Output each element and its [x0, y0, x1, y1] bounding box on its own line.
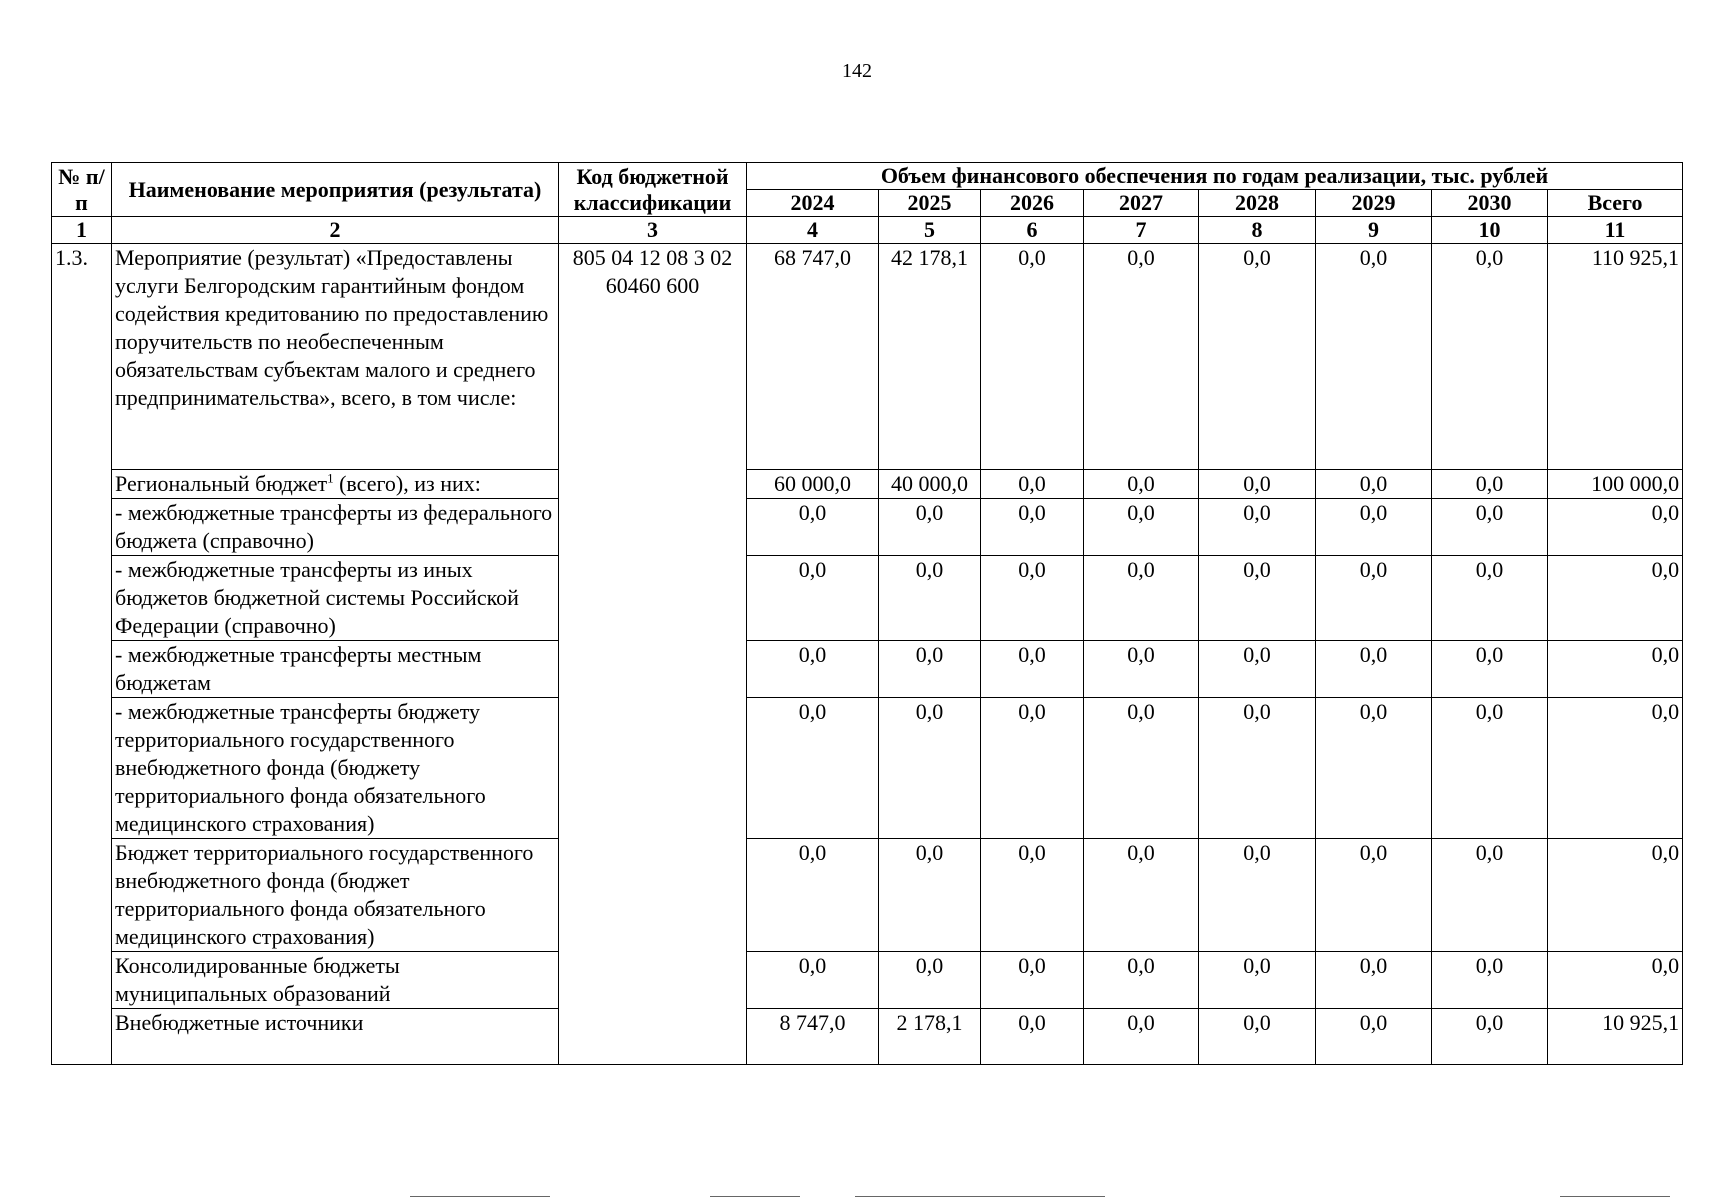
total-cell: 0,0 [1548, 839, 1683, 952]
column-number: 4 [747, 217, 879, 244]
value-cell: 0,0 [879, 499, 981, 556]
row-name-text: (всего), из них: [333, 471, 481, 496]
value-cell: 0,0 [1084, 839, 1199, 952]
value-cell: 0,0 [1084, 1009, 1199, 1065]
table-row [52, 499, 1683, 556]
column-number: 3 [559, 217, 747, 244]
total-cell: 0,0 [1548, 698, 1683, 839]
total-cell: 0,0 [1548, 641, 1683, 698]
value-cell: 0,0 [1316, 641, 1432, 698]
value-cell: 0,0 [1199, 839, 1316, 952]
value-cell: 0,0 [1084, 641, 1199, 698]
item-number: 1.3. [52, 244, 112, 1065]
value-cell: 0,0 [1316, 499, 1432, 556]
value-cell: 60 000,0 [747, 470, 879, 499]
value-cell: 0,0 [981, 470, 1084, 499]
page-number: 142 [842, 60, 872, 82]
header-row-1 [52, 163, 1683, 190]
header-year: 2025 [879, 190, 981, 217]
value-cell: 0,0 [1432, 641, 1548, 698]
row-name: Бюджет территориального государственного внебюджетного фонда (бюджет территориального фонда обязательного медицинского страхования) [112, 839, 559, 952]
value-cell: 8 747,0 [747, 1009, 879, 1065]
value-cell: 0,0 [1316, 952, 1432, 1009]
column-number: 2 [112, 217, 559, 244]
header-year: 2030 [1432, 190, 1548, 217]
value-cell: 0,0 [747, 952, 879, 1009]
scan-artifact-line [1560, 1196, 1670, 1197]
value-cell: 0,0 [1432, 556, 1548, 641]
value-cell: 0,0 [981, 698, 1084, 839]
header-year: 2028 [1199, 190, 1316, 217]
row-name-text: Региональный бюджет [115, 471, 328, 496]
scan-artifact-line [855, 1196, 1105, 1197]
total-cell: 110 925,1 [1548, 244, 1683, 470]
value-cell: 0,0 [981, 839, 1084, 952]
row-name: - межбюджетные трансферты из иных бюджетов бюджетной системы Российской Федерации (справочно) [112, 556, 559, 641]
budget-code: 805 04 12 08 3 02 60460 600 [559, 244, 747, 1065]
value-cell: 0,0 [1084, 698, 1199, 839]
value-cell: 0,0 [1316, 698, 1432, 839]
row-name [112, 470, 559, 499]
column-number: 5 [879, 217, 981, 244]
header-year: 2027 [1084, 190, 1199, 217]
value-cell: 0,0 [981, 952, 1084, 1009]
row-name: - межбюджетные трансферты бюджету территориального государственного внебюджетного фонда (бюджету территориального фонда обязательного медицинского страхования) [112, 698, 559, 839]
value-cell: 0,0 [879, 556, 981, 641]
table-row [52, 244, 1683, 470]
value-cell: 0,0 [1432, 698, 1548, 839]
table-row [52, 952, 1683, 1009]
value-cell: 0,0 [1316, 470, 1432, 499]
value-cell: 0,0 [747, 839, 879, 952]
value-cell: 0,0 [1084, 470, 1199, 499]
value-cell: 0,0 [1316, 1009, 1432, 1065]
value-cell: 0,0 [1084, 499, 1199, 556]
value-cell: 2 178,1 [879, 1009, 981, 1065]
column-number: 6 [981, 217, 1084, 244]
scan-artifact-line [710, 1196, 800, 1197]
value-cell: 0,0 [1084, 244, 1199, 470]
value-cell: 0,0 [879, 952, 981, 1009]
value-cell: 0,0 [879, 698, 981, 839]
value-cell: 0,0 [1316, 839, 1432, 952]
column-number: 1 [52, 217, 112, 244]
header-code: Код бюджетной классификации [559, 163, 747, 217]
value-cell: 0,0 [879, 839, 981, 952]
total-cell: 0,0 [1548, 499, 1683, 556]
header-year: 2026 [981, 190, 1084, 217]
header-total: Всего [1548, 190, 1683, 217]
value-cell: 0,0 [1432, 1009, 1548, 1065]
value-cell: 0,0 [1432, 499, 1548, 556]
value-cell: 0,0 [1199, 244, 1316, 470]
value-cell: 0,0 [981, 499, 1084, 556]
value-cell: 0,0 [1199, 470, 1316, 499]
value-cell: 42 178,1 [879, 244, 981, 470]
value-cell: 0,0 [1084, 556, 1199, 641]
value-cell: 0,0 [1084, 952, 1199, 1009]
row-name: Консолидированные бюджеты муниципальных образований [112, 952, 559, 1009]
table-row [52, 641, 1683, 698]
value-cell: 0,0 [981, 1009, 1084, 1065]
value-cell: 0,0 [1316, 556, 1432, 641]
header-year: 2024 [747, 190, 879, 217]
column-numbers-row [52, 217, 1683, 244]
value-cell: 0,0 [1432, 244, 1548, 470]
row-name: - межбюджетные трансферты из федерального бюджета (справочно) [112, 499, 559, 556]
value-cell: 0,0 [981, 556, 1084, 641]
value-cell: 0,0 [1199, 499, 1316, 556]
table-row [52, 470, 1683, 499]
value-cell: 0,0 [1432, 839, 1548, 952]
value-cell: 0,0 [747, 499, 879, 556]
header-funding-group: Объем финансового обеспечения по годам реализации, тыс. рублей [747, 163, 1683, 190]
value-cell: 0,0 [747, 698, 879, 839]
scan-artifact-line [410, 1196, 550, 1197]
value-cell: 0,0 [747, 556, 879, 641]
column-number: 10 [1432, 217, 1548, 244]
funding-table [51, 162, 1683, 1065]
value-cell: 0,0 [1199, 556, 1316, 641]
column-number: 7 [1084, 217, 1199, 244]
table-row [52, 698, 1683, 839]
row-name: Мероприятие (результат) «Предоставлены услуги Белгородским гарантийным фондом содействия кредитованию по предоставлению поручительств по необеспеченным обязательствам субъектам малого и среднего предпринимательства», всего, в том числе: [112, 244, 559, 470]
value-cell: 0,0 [1316, 244, 1432, 470]
value-cell: 0,0 [747, 641, 879, 698]
header-np: № п/п [52, 163, 112, 217]
value-cell: 0,0 [1199, 1009, 1316, 1065]
total-cell: 10 925,1 [1548, 1009, 1683, 1065]
value-cell: 0,0 [1432, 470, 1548, 499]
value-cell: 68 747,0 [747, 244, 879, 470]
table-row [52, 839, 1683, 952]
value-cell: 40 000,0 [879, 470, 981, 499]
row-name: - межбюджетные трансферты местным бюджетам [112, 641, 559, 698]
row-name: Внебюджетные источники [112, 1009, 559, 1065]
total-cell: 0,0 [1548, 952, 1683, 1009]
total-cell: 0,0 [1548, 556, 1683, 641]
value-cell: 0,0 [879, 641, 981, 698]
value-cell: 0,0 [1199, 641, 1316, 698]
column-number: 8 [1199, 217, 1316, 244]
table-row [52, 1009, 1683, 1065]
total-cell: 100 000,0 [1548, 470, 1683, 499]
value-cell: 0,0 [1199, 698, 1316, 839]
header-year: 2029 [1316, 190, 1432, 217]
value-cell: 0,0 [981, 641, 1084, 698]
table-row [52, 556, 1683, 641]
value-cell: 0,0 [1199, 952, 1316, 1009]
footnote-mark: 1 [327, 470, 334, 486]
header-name: Наименование мероприятия (результата) [112, 163, 559, 217]
value-cell: 0,0 [981, 244, 1084, 470]
column-number: 9 [1316, 217, 1432, 244]
column-number: 11 [1548, 217, 1683, 244]
value-cell: 0,0 [1432, 952, 1548, 1009]
